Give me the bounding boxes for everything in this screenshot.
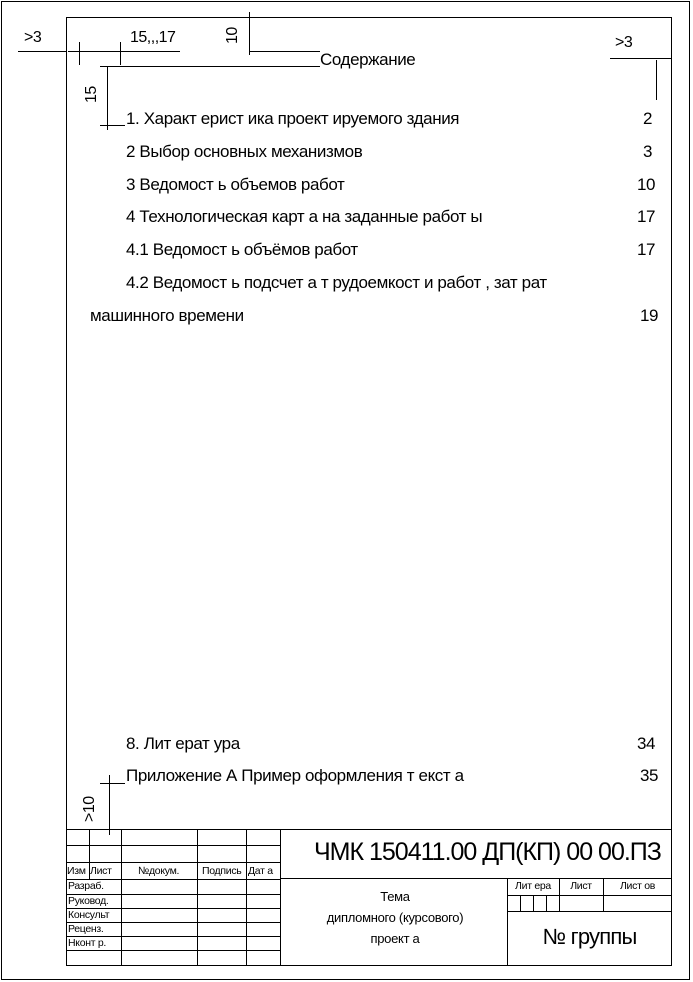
topic-line-3: проект а: [370, 931, 420, 946]
document-designation: ЧМК 150411.00 ДП(КП) 00 00.ПЗ: [314, 838, 661, 866]
toc-item-page: 10: [637, 175, 656, 194]
toc-item-title: 8. Лит ерат ура: [126, 734, 240, 753]
toc-item-title: 2 Выбор основных механизмов: [126, 142, 363, 161]
left-margin-label: 15,,,17: [130, 29, 176, 46]
toc-item-page: 34: [637, 734, 656, 753]
col-header-docnum: №докум.: [138, 865, 180, 877]
toc-item-title: Приложение А Пример оформления т екст а: [126, 766, 464, 785]
sheets-header: Лист ов: [619, 880, 656, 892]
toc-item-title: 4 Технологическая карт а на заданные работ ы: [126, 207, 483, 226]
toc-item-page: 17: [637, 207, 656, 226]
toc-item-title-line1: 4.2 Ведомост ь подсчет а т рудоемкост и работ , зат рат: [126, 273, 547, 292]
toc-item-page: 17: [637, 240, 656, 259]
col-header-list: Лист: [90, 865, 112, 877]
page-title: Содержание: [320, 50, 416, 69]
toc-item-page: 35: [640, 766, 659, 785]
row-label-consultant: Консульт: [68, 909, 110, 921]
toc-item-page: 19: [640, 306, 659, 325]
row-label-developer: Разраб.: [68, 880, 104, 892]
title-gap-label: 15: [83, 86, 100, 103]
col-header-izm: Изм: [67, 865, 86, 877]
group-number: № группы: [542, 924, 637, 949]
bottom-gap-label: >10: [81, 796, 98, 822]
col-header-date: Дат а: [248, 865, 273, 877]
col-header-sign: Подпись: [202, 865, 242, 877]
toc-item-page: 2: [643, 109, 653, 128]
left-offset-label: >3: [24, 29, 42, 46]
right-offset-label: >3: [615, 34, 633, 51]
row-label-supervisor: Руковод.: [68, 895, 109, 907]
litera-header: Лит ера: [515, 880, 551, 892]
topic-line-2: дипломного (курсового): [326, 910, 464, 925]
sheet-header: Лист: [570, 880, 592, 892]
toc-item-title: 1. Характ ерист ика проект ируемого здания: [126, 109, 460, 128]
row-label-reviewer: Реценз.: [68, 923, 104, 935]
top-margin-label: 10: [224, 27, 241, 44]
row-label-normcontrol: Нконт р.: [68, 937, 107, 949]
toc-item-title: 3 Ведомост ь объемов работ: [126, 175, 345, 194]
toc-item-title: 4.1 Ведомост ь объёмов работ: [126, 240, 358, 259]
toc-item-page: 3: [643, 142, 653, 161]
topic-line-1: Тема: [380, 889, 410, 904]
toc-item-title-line2: машинного времени: [90, 306, 244, 325]
